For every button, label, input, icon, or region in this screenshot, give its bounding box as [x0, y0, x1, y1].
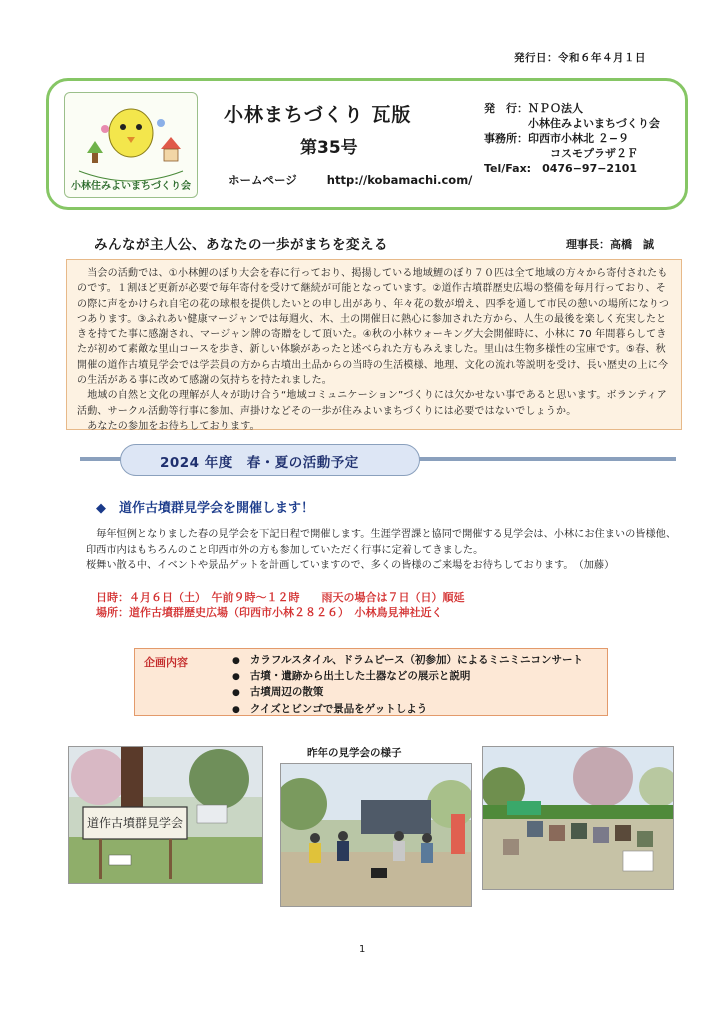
plan-item: ● クイズとビンゴで景品をゲットしよう: [232, 702, 583, 718]
intro-message-box: [66, 259, 682, 430]
issue-date: 発行日：令和６年４月１日: [514, 52, 646, 64]
plan-list: [232, 653, 583, 718]
newsletter-title: 小林まちづくり 瓦版: [224, 104, 412, 126]
body-paragraph: 桜舞い散る中、イベントや景品ゲットを計画していますので、多くの皆様のご来場をお待ちしております。 （加藤）: [86, 560, 615, 571]
chairman: 理事長：高橋 誠: [566, 238, 654, 251]
plan-label: 企画内容: [144, 656, 188, 669]
homepage-link[interactable]: http://kobamachi.com/: [326, 173, 473, 187]
photo-concert: [280, 763, 472, 907]
office-address: コスモプラザ２Ｆ: [484, 147, 638, 160]
organization-logo: [64, 92, 198, 198]
activity-plan-banner: 2024 年度 春・夏の活動予定: [160, 455, 359, 471]
section-body: [86, 527, 686, 574]
section-heading: ◆ 道作古墳群見学会を開催します！: [96, 501, 314, 516]
intro-paragraph: 当会の活動では、①小林鯉のぼり大会を春に行っており、掲揚している地域鯉のぼり７０匹は全て地域の方々から寄付されたものです。１割ほど更新が必要で毎年寄付を受けて継続が可能となっています。②道作古墳群歴史広場の整備を毎月行っており、その際に声をかけられ自宅の花の球根を提供したいとの申し出があり、年々花の数が増え、四季を通して市民の憩いの場所になりつつあります。③ふれあい健康マージャンでは毎週火、木、土の開催日に熱心に参加された方から、人生の最後を楽しく充実したときを持てた事に感謝され、マージャン牌の寄贈をして頂いた。④秋の小林ウォーキング大会開催時に、小林に 70 年間暮らしてきたが初めて素敵な里山コースを歩き、新しい体験があったと述べられた方もみえました。里山は生物多様性の宝庫です。⑤春、秋開催の道作古墳見学会では学芸員の方から古墳出土品からの当時の生活模様、地理、文化の流れ等説明を受け、長い歴史の上に今の生活がある事に改めて感謝の気持ちを持たれました。: [77, 268, 670, 387]
plan-item: ● 古墳周辺の散策: [232, 685, 583, 701]
svg-text:小林住みよいまちづくり会: 小林住みよいまちづくり会: [71, 181, 191, 192]
intro-paragraph: 地域の自然と文化の理解が人々が助け合う“地域コミュニケーション”づくりには欠かせない事であると思います。ボランティア活動、サークル活動等行事に参加、声掛けなどその一歩が住みよいまちづくりには必要ではないでしょうか。: [77, 390, 667, 417]
body-paragraph: 毎年恒例となりました春の見学会を下記日程で開催します。生涯学習課と協同で開催する見学会は、小林にお住まいの皆様他、印西市内はもちろんのこと印西市外の方も参加していただく行事に定着してきました。: [86, 529, 677, 556]
event-date: 日時：４月６日（土） 午前９時〜１２時 雨天の場合は７日（日）順延: [96, 591, 465, 604]
photo-caption: 昨年の見学会の様子: [307, 747, 402, 759]
office-address: 事務所：印西市小林北 ２−９: [484, 132, 630, 145]
photo-crowd: [482, 746, 674, 890]
homepage-line: [228, 172, 472, 188]
svg-text:道作古墳群見学会: 道作古墳群見学会: [86, 816, 184, 830]
event-schedule: [96, 590, 465, 620]
photo-sign: [68, 746, 263, 884]
event-place: 場所：道作古墳群歴史広場（印西市小林２８２６） 小林鳥見神社近く: [96, 606, 443, 619]
plan-item: ● カラフルスタイル、ドラムピース（初参加）によるミニミニコンサート: [232, 653, 583, 669]
homepage-label: ホームページ: [228, 173, 297, 187]
publisher-line: 小林住みよいまちづくり会: [484, 117, 660, 130]
issue-number: 第35号: [300, 138, 358, 158]
page-number: 1: [359, 944, 366, 955]
phone-fax: Tel/Fax: 0476−97−2101: [484, 162, 638, 175]
plan-item: ● 古墳・遺跡から出土した土器などの展示と説明: [232, 669, 583, 685]
publisher-line: 発 行：ＮＰＯ法人: [484, 102, 583, 115]
tagline: みんなが主人公、あなたの一歩がまちを変える: [94, 237, 388, 253]
intro-paragraph: あなたの参加をお待ちしております。: [77, 420, 260, 432]
